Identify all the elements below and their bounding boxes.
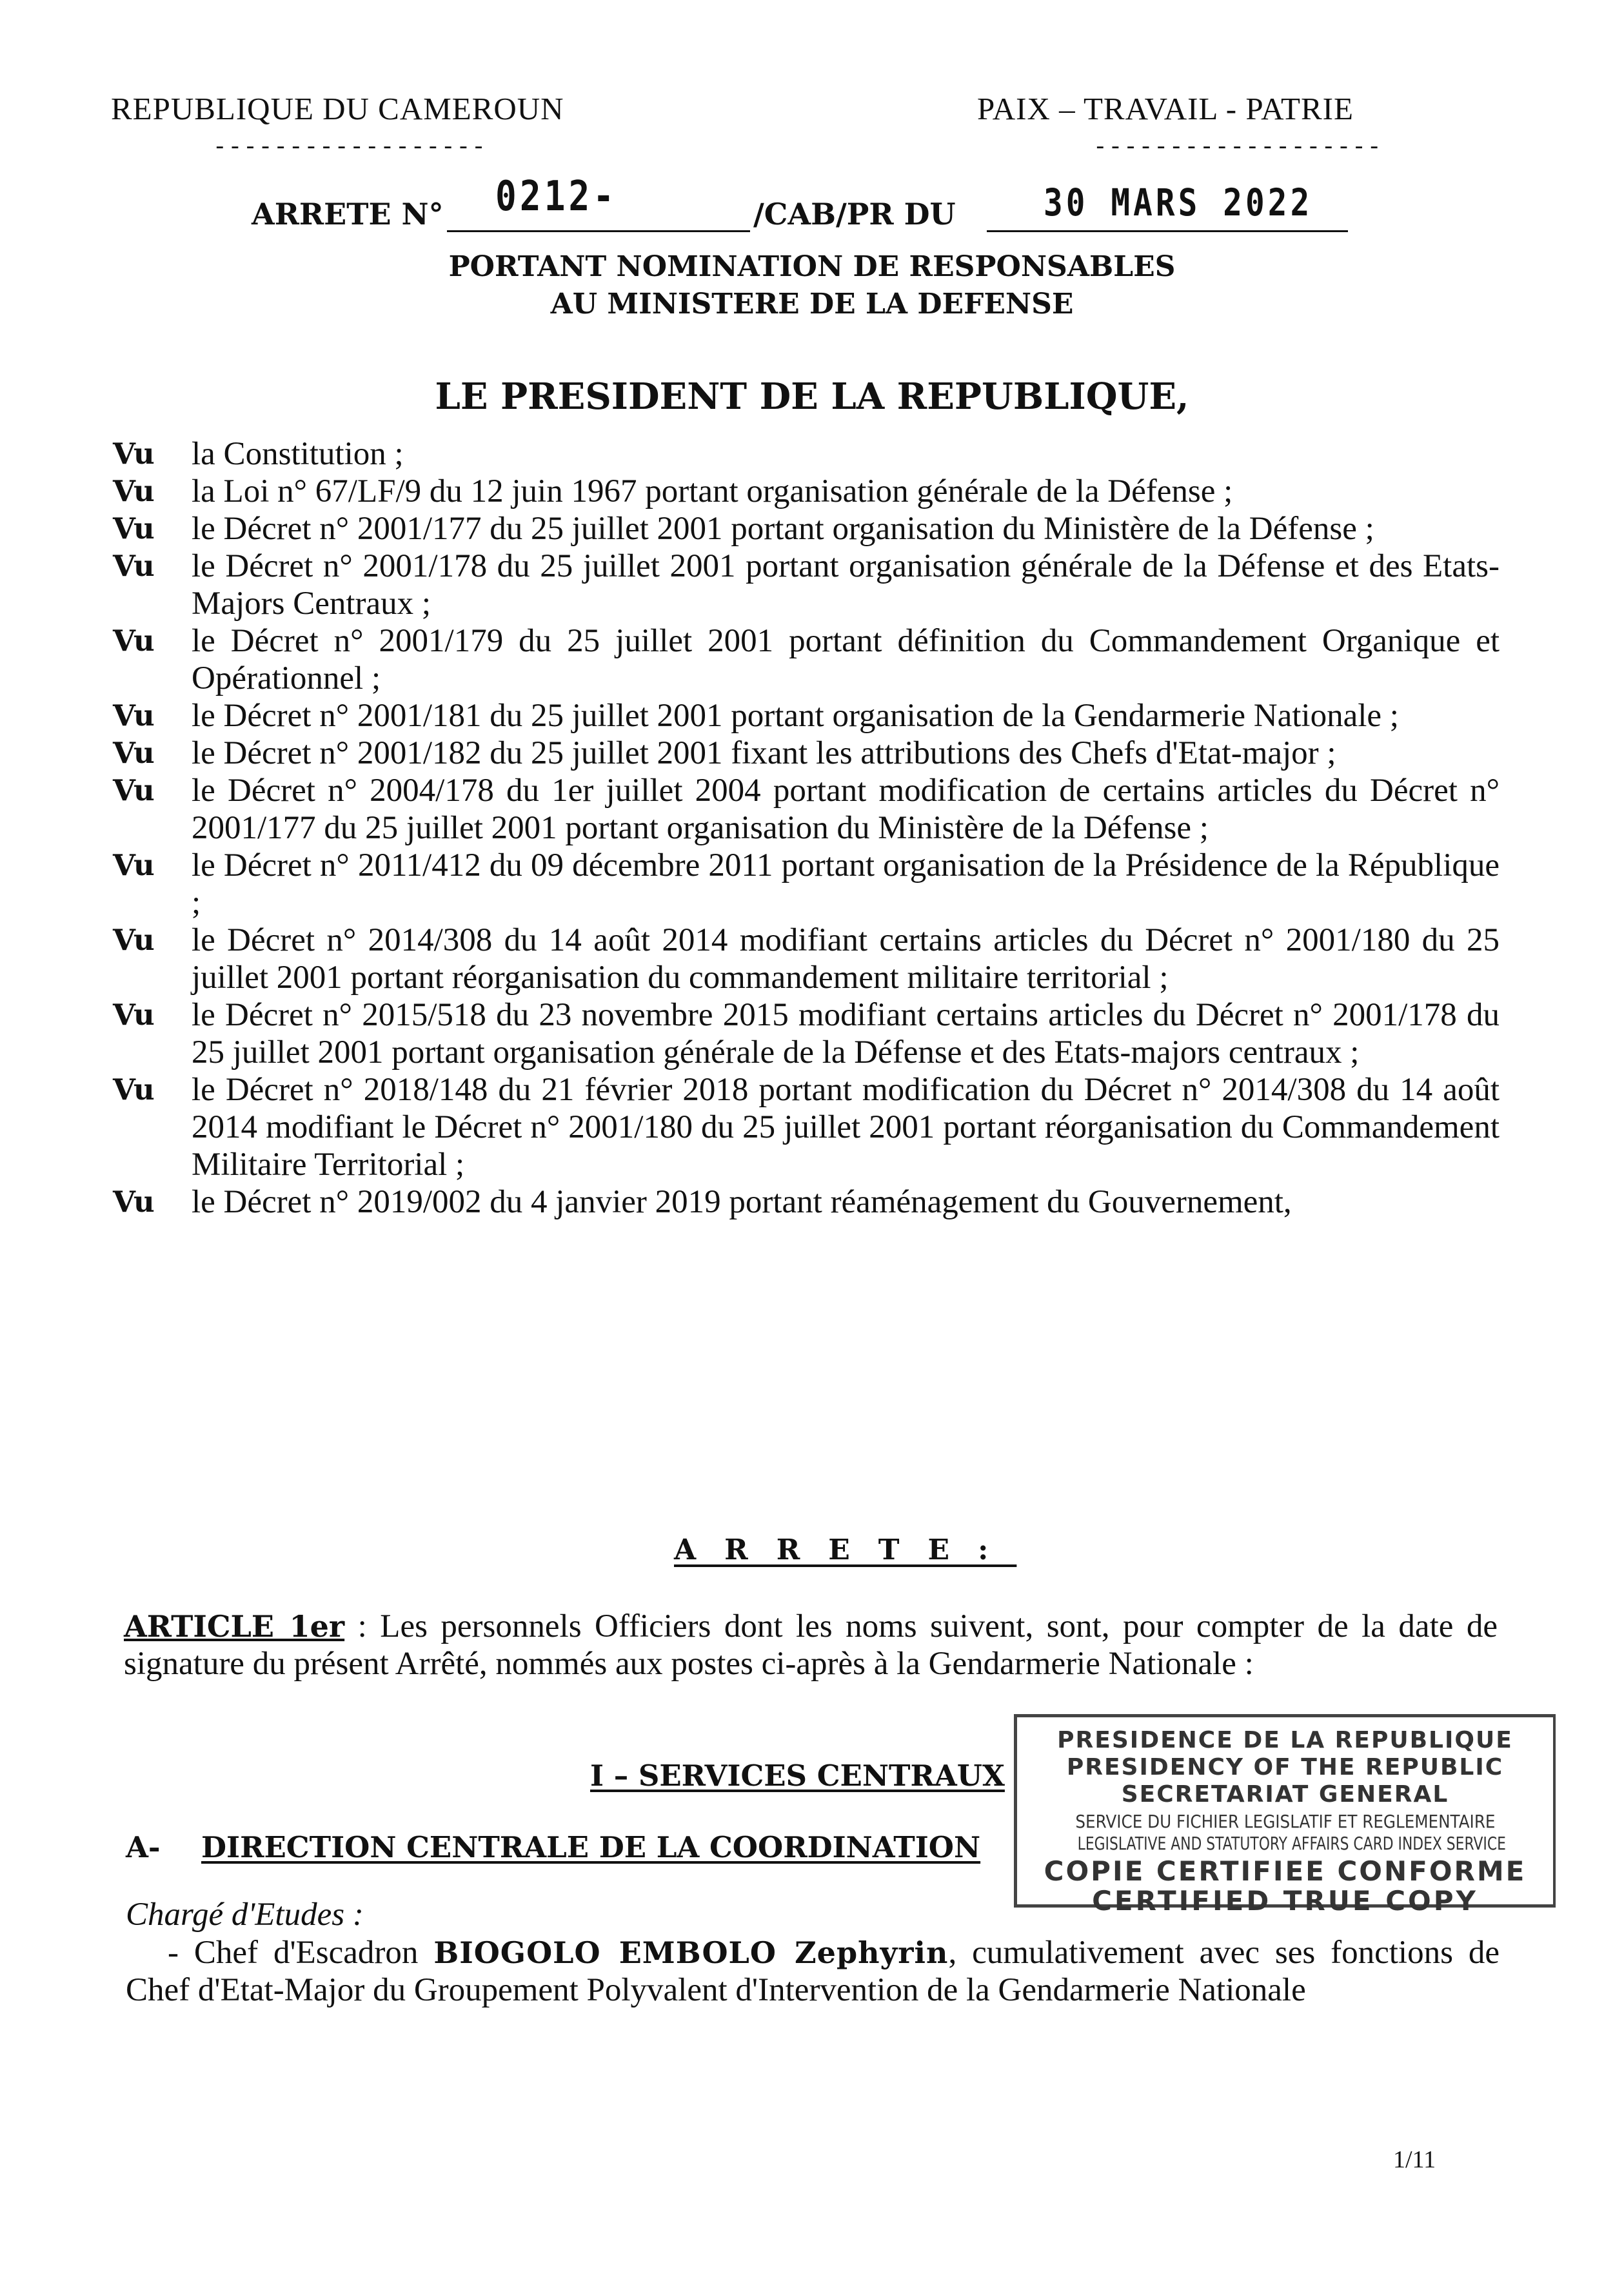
vu-label: Vu bbox=[113, 848, 155, 882]
visa-text: le Décret n° 2001/177 du 25 juillet 2001 portant organisation du Ministère de la Défense ; bbox=[192, 511, 1374, 547]
page-number: 1/11 bbox=[1393, 2146, 1436, 2173]
article-1 bbox=[124, 1608, 1498, 1682]
article-1-text: : Les personnels Officiers dont les noms suivent, sont, pour compter de la date de signature du présent Arrêté, nommés aux postes ci-après à la Gendarmerie Nationale : bbox=[124, 1608, 1498, 1682]
visa-text: le Décret n° 2015/518 du 23 novembre 2015 modifiant certains articles du Décret n° 2001/178 du 25 juillet 2001 portant organisation générale de la Défense et des Etats-majors centraux ; bbox=[192, 997, 1500, 1070]
header-left-dashes: ------------------ bbox=[213, 134, 487, 161]
arrete-heading: ARRETE: bbox=[674, 1534, 1017, 1566]
appointee-name: BIOGOLO EMBOLO Zephyrin bbox=[433, 1935, 949, 1970]
vu-label: Vu bbox=[113, 549, 155, 583]
visa-text: la Loi n° 67/LF/9 du 12 juin 1967 portant organisation générale de la Défense ; bbox=[192, 473, 1233, 509]
date-underline bbox=[987, 230, 1348, 232]
visa-item bbox=[113, 922, 1500, 996]
visa-item bbox=[113, 435, 1500, 473]
article-1-label: ARTICLE 1er bbox=[124, 1609, 345, 1644]
stamp-line: PRESIDENCY OF THE REPUBLIC bbox=[1066, 1754, 1504, 1781]
stamp-line: SECRETARIAT GENERAL bbox=[1121, 1781, 1449, 1808]
visa-item bbox=[113, 735, 1500, 772]
visa-text: le Décret n° 2014/308 du 14 août 2014 modifiant certains articles du Décret n° 2001/180 du 25 juillet 2001 portant réorganisation du commandement militaire territorial ; bbox=[192, 922, 1500, 996]
visa-item bbox=[113, 622, 1500, 697]
visa-item bbox=[113, 1183, 1500, 1221]
visa-text: le Décret n° 2001/178 du 25 juillet 2001 portant organisation générale de la Défense et des Etats-Majors Centraux ; bbox=[192, 548, 1500, 622]
arrete-date: 30 MARS 2022 bbox=[1044, 181, 1313, 224]
header-right-dashes: ------------------- bbox=[1093, 134, 1383, 161]
visa-text: le Décret n° 2001/182 du 25 juillet 2001 fixant les attributions des Chefs d'Etat-major ; bbox=[192, 735, 1336, 771]
vu-label: Vu bbox=[113, 998, 155, 1032]
visa-text: le Décret n° 2011/412 du 09 décembre 2011 portant organisation de la Présidence de la République ; bbox=[192, 847, 1500, 921]
number-underline bbox=[447, 230, 750, 232]
vu-label: Vu bbox=[113, 1072, 155, 1107]
visa-text: le Décret n° 2019/002 du 4 janvier 2019 portant réaménagement du Gouvernement, bbox=[192, 1184, 1292, 1220]
visa-item bbox=[113, 772, 1500, 847]
visa-text: le Décret n° 2004/178 du 1er juillet 2004 portant modification de certains articles du Décret n° 2001/177 du 25 juillet 2001 portant organisation du Ministère de la Défense ; bbox=[192, 773, 1500, 846]
stamp-line: CERTIFIED TRUE COPY bbox=[1092, 1885, 1478, 1917]
stamp-line: PRESIDENCE DE LA REPUBLIQUE bbox=[1057, 1727, 1513, 1753]
visa-text: la Constitution ; bbox=[192, 436, 404, 472]
visa-item bbox=[113, 548, 1500, 622]
arrete-no-label: ARRETE N° bbox=[252, 197, 444, 232]
vu-label: Vu bbox=[113, 923, 155, 957]
visa-item bbox=[113, 1071, 1500, 1183]
stamp-line: SERVICE DU FICHIER LEGISLATIF ET REGLEMENTAIRE bbox=[1074, 1811, 1496, 1832]
header-left: REPUBLIQUE DU CAMEROUN bbox=[111, 91, 564, 126]
appointment-prefix: - Chef d'Escadron bbox=[168, 1935, 419, 1971]
vu-label: Vu bbox=[113, 736, 155, 770]
vu-label: Vu bbox=[113, 698, 155, 733]
post-label: Chargé d'Etudes : bbox=[126, 1897, 364, 1933]
vu-label: Vu bbox=[113, 511, 155, 546]
visas-list bbox=[113, 435, 1500, 1221]
subsection-letter: A- bbox=[126, 1830, 161, 1864]
stamp-line: COPIE CERTIFIEE CONFORME bbox=[1044, 1855, 1527, 1887]
visa-item bbox=[113, 510, 1500, 548]
arrete-number: 0212- bbox=[495, 173, 618, 221]
title-line2: AU MINISTERE DE LA DEFENSE bbox=[550, 288, 1074, 321]
vu-label: Vu bbox=[113, 1185, 155, 1219]
visa-item bbox=[113, 697, 1500, 735]
vu-label: Vu bbox=[113, 624, 155, 658]
header-right: PAIX – TRAVAIL - PATRIE bbox=[977, 91, 1354, 126]
appointment-rest: , cumulativement avec ses fonctions de Chef d'Etat-Major du Groupement Polyvalent d'Intervention de la Gendarmerie Nationale bbox=[126, 1935, 1500, 2008]
arrete-suffix: /CAB/PR DU bbox=[753, 197, 956, 232]
appointment-entry bbox=[126, 1934, 1500, 2009]
vu-label: Vu bbox=[113, 773, 155, 807]
president-heading: LE PRESIDENT DE LA REPUBLIQUE, bbox=[435, 375, 1189, 418]
section-heading: I – SERVICES CENTRAUX bbox=[590, 1759, 1005, 1793]
visa-item bbox=[113, 473, 1500, 510]
visa-text: le Décret n° 2001/181 du 25 juillet 2001 portant organisation de la Gendarmerie Nationale ; bbox=[192, 698, 1399, 734]
certified-copy-stamp bbox=[1014, 1714, 1556, 1917]
title-line1: PORTANT NOMINATION DE RESPONSABLES bbox=[448, 250, 1176, 283]
stamp-line: LEGISLATIVE AND STATUTORY AFFAIRS CARD INDEX SERVICE bbox=[1077, 1833, 1506, 1854]
visa-item bbox=[113, 847, 1500, 922]
visa-text: le Décret n° 2001/179 du 25 juillet 2001 portant définition du Commandement Organique et Opérationnel ; bbox=[192, 623, 1500, 696]
visa-item bbox=[113, 996, 1500, 1071]
visa-text: le Décret n° 2018/148 du 21 février 2018 portant modification du Décret n° 2014/308 du 14 août 2014 modifiant le Décret n° 2001/180 du 25 juillet 2001 portant réorganisation du Commandement Militaire Territorial ; bbox=[192, 1072, 1500, 1183]
vu-label: Vu bbox=[113, 474, 155, 508]
subsection-name: DIRECTION CENTRALE DE LA COORDINATION bbox=[201, 1830, 981, 1864]
vu-label: Vu bbox=[113, 437, 155, 471]
